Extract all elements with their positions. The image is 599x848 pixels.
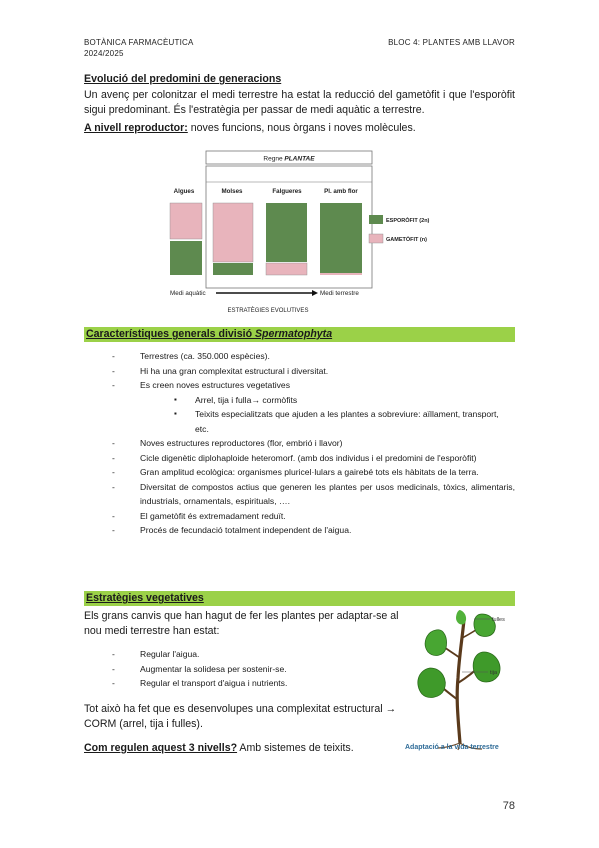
sub-list-item: ▪ Arrel, tija i fulla→ cormòfits [112,393,515,408]
falgueres-sporophyte-bar [266,203,307,262]
section2-list [112,349,515,538]
list-item: - Regular l'aigua. [112,647,402,662]
figure-caption: Adaptació a la vida terrestre [405,744,499,751]
flor-sporophyte-bar [320,203,362,273]
repro-label: A nivell reproductor: [84,122,188,134]
section2-title: Característiques generals divisió Spermatophyta [84,327,515,342]
group-label-algues: Algues [173,188,195,195]
page-number: 78 [502,800,515,812]
header-year: 2024/2025 [84,49,124,58]
leaf-shape [418,668,445,697]
section3-intro: Els grans canvis que han hagut de fer les plantes per adaptar-se al nou medi terrestre han estat: [84,610,399,637]
legend-gametophyte-swatch [369,234,383,243]
legend-sporophyte-label: ESPORÒFIT (2n) [386,218,430,224]
flor-gametophyte-bar [320,273,362,275]
list-item: - Noves estructures reproductores (flor, embrió i llavor) [112,436,515,451]
generations-diagram [160,148,430,320]
legend-sporophyte-swatch [369,215,383,224]
figure-label-stem: tija [490,670,498,676]
list-item: - Diversitat de compostos actius que generen les plantes per usos medicinals, tòxics, alimentaris, industrials, ornamentals, espirituals, …. [112,480,515,509]
algues-sporophyte-bar [170,241,202,275]
falgueres-gametophyte-bar [266,263,307,275]
group-label-molses: Molses [221,188,243,195]
leaf-shape [473,652,500,682]
axis-left-label: Medi aquàtic [170,290,206,297]
section3-title: Estratègies vegetatives [84,591,515,606]
section3-list [112,647,402,691]
axis-right-label: Medi terrestre [320,290,359,297]
diagram-title: Regne PLANTAE [263,155,315,163]
section1-paragraph: Un avenç per colonitzar el medi terrestre ha estat la reducció del gametòfit i que l'esporòfit sigui predominant. És l'estratègia per passar de medi aquàtic a terrestre. [84,89,515,116]
section3-question-line [84,741,402,756]
sub-list-item: ▪ Teixits especialitzats que ajuden a les plantes a sobreviure: aïllament, transport, etc. [112,407,515,436]
group-label-falgueres: Falgueres [272,188,302,195]
header-block: BLOC 4: PLANTES AMB LLAVOR [388,38,515,47]
repro-text: noves funcions, nous òrgans i noves molècules. [187,122,416,134]
list-item: - Cicle digenètic diplohaploide heteromorf. (amb dos individus i el predomini de l'esporòfit) [112,451,515,466]
algues-gametophyte-bar [170,203,202,239]
section3-paragraph: Tot això ha fet que es desenvolupes una complexitat estructural → CORM (arrel, tija i fulles). [84,703,397,730]
leaf-shape [425,630,446,656]
plant-figure [400,608,516,756]
list-item: - El gametòfit és extremadament reduït. [112,509,515,524]
section1-repro-line [84,121,515,136]
list-item: - Augmentar la solidesa per sostenir-se. [112,662,402,677]
list-item: - Es creen noves estructures vegetatives [112,378,515,393]
list-item: - Regular el transport d'aigua i nutrients. [112,676,402,691]
group-label-flor: Pl. amb flor [324,188,358,195]
axis-arrow-head [312,290,318,296]
legend-gametophyte-label: GAMETÒFIT (n) [386,237,427,243]
question-answer: Amb sistemes de teixits. [237,742,354,754]
section1-title: Evolució del predomini de generacions [84,73,282,85]
list-item: - Procés de fecundació totalment independent de l'aigua. [112,523,515,538]
question-label: Com regulen aquest 3 nivells? [84,742,238,754]
header-subject: BOTÀNICA FARMACÈUTICA [84,38,194,47]
leaf-shape [456,610,466,625]
list-item: - Terrestres (ca. 350.000 espècies). [112,349,515,364]
list-item: - Gran amplitud ecològica: organismes pluricel·lulars a gairebé tots els hàbitats de la terra. [112,465,515,480]
diagram-caption: ESTRATÈGIES EVOLUTIVES [227,308,309,314]
figure-label-leaves: fulles [492,617,505,623]
list-item: - Hi ha una gran complexitat estructural i diversitat. [112,364,515,379]
molses-gametophyte-bar [213,203,253,262]
molses-sporophyte-bar [213,263,253,275]
